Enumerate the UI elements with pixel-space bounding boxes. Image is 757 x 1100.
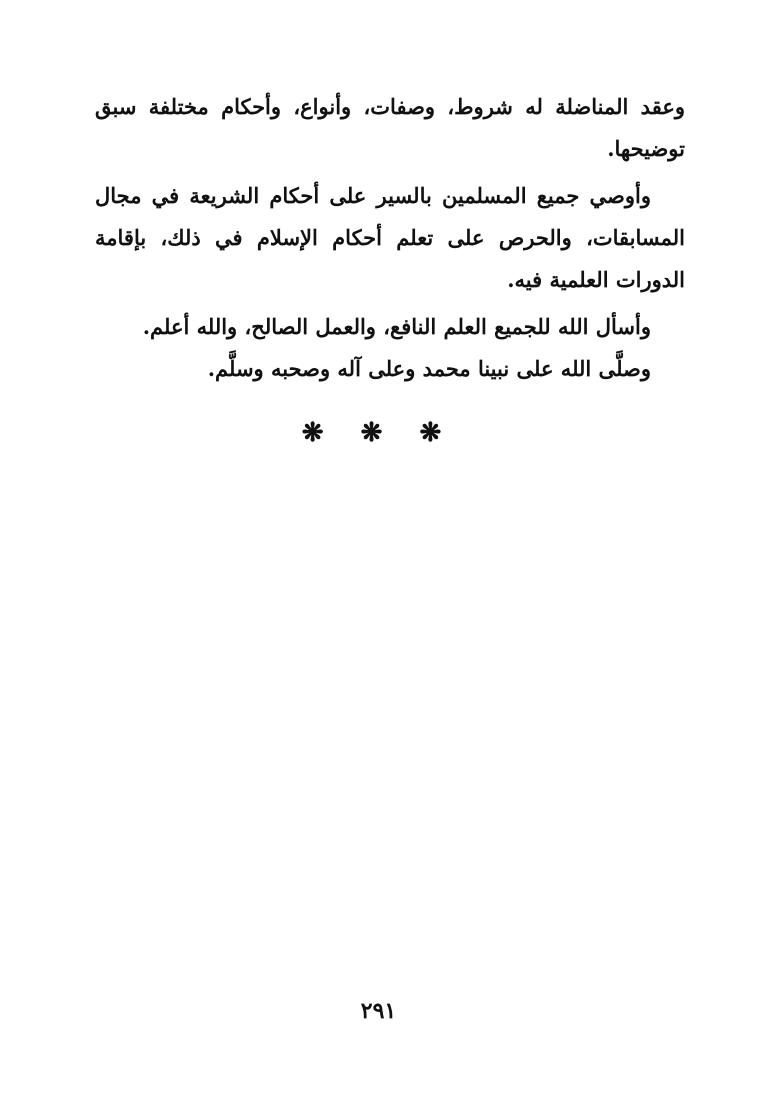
paragraph-contest-conditions: وعقد المناضلة له شروط، وصفات، وأنواع، وأحكام مختلفة سبق توضيحها. xyxy=(95,94,685,161)
page-number: ٢٩١ xyxy=(360,998,397,1024)
section-separator: ❋ ❋ ❋ xyxy=(301,418,456,448)
paragraph-supplication: وأسأل الله للجميع العلم النافع، والعمل الصالح، والله أعلم. xyxy=(142,314,651,339)
paragraph-advice: وأوصي جميع المسلمين بالسير على أحكام الشريعة في مجال المسابقات، والحرص على تعلم أحكام الإسلام في ذلك، بإقامة الدورات العلمية فيه. xyxy=(95,183,685,292)
paragraph-salutation: وصلَّى الله على نبينا محمد وعلى آله وصحبه وسلَّم. xyxy=(207,356,651,381)
